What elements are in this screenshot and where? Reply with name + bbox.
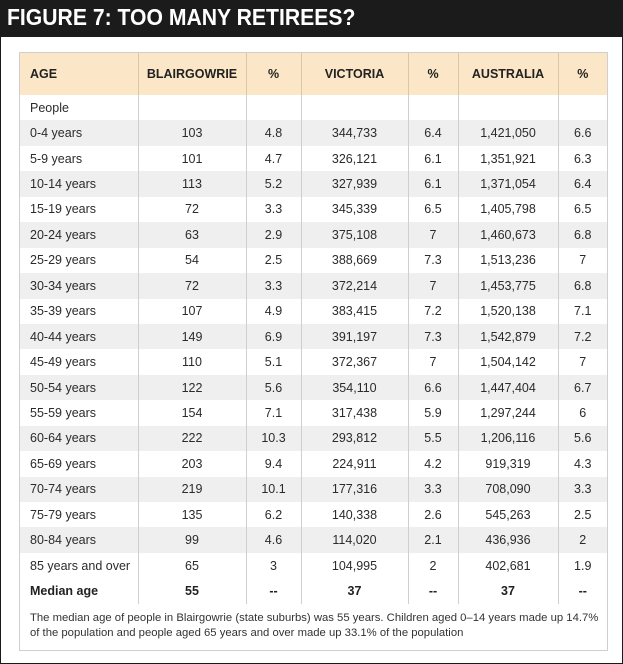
blairgowrie-percent: 2.5 xyxy=(246,248,301,273)
age-cell: 50-54 years xyxy=(20,375,138,400)
victoria-count: 293,812 xyxy=(301,426,408,451)
age-cell: 85 years and over xyxy=(30,558,131,573)
blairgowrie-percent: 9.4 xyxy=(246,451,301,476)
australia-percent: 6.7 xyxy=(558,375,607,400)
victoria-count: 326,121 xyxy=(301,146,408,171)
blairgowrie-count: 54 xyxy=(138,248,246,273)
australia-count: 1,447,404 xyxy=(458,375,558,400)
australia-percent: 2.5 xyxy=(558,502,607,527)
blairgowrie-count: 72 xyxy=(138,273,246,298)
australia-count: 1,513,236 xyxy=(458,248,558,273)
victoria-percent: 7 xyxy=(408,273,458,298)
australia-count: 436,936 xyxy=(458,527,558,552)
age-table xyxy=(20,53,607,604)
australia-percent: 3.3 xyxy=(558,477,607,502)
victoria-percent: 6.1 xyxy=(408,146,458,171)
age-cell: 70-74 years xyxy=(20,477,138,502)
age-cell: 10-14 years xyxy=(20,171,138,196)
blairgowrie-count: 154 xyxy=(138,400,246,425)
header-victoria-percent: % xyxy=(408,53,458,95)
victoria-count: 224,911 xyxy=(301,451,408,476)
title-bar xyxy=(1,1,622,37)
table-row xyxy=(20,273,607,298)
median-australia-count: 37 xyxy=(458,578,558,603)
australia-count: 1,206,116 xyxy=(458,426,558,451)
victoria-percent: 3.3 xyxy=(408,477,458,502)
australia-percent: 6.6 xyxy=(558,120,607,145)
blairgowrie-count: 219 xyxy=(138,477,246,502)
section-row xyxy=(20,95,607,120)
median-victoria-percent: -- xyxy=(408,578,458,603)
victoria-percent: 5.9 xyxy=(408,400,458,425)
victoria-count: 344,733 xyxy=(301,120,408,145)
victoria-percent: 6.5 xyxy=(408,197,458,222)
victoria-percent: 7 xyxy=(408,222,458,247)
median-label: Median age xyxy=(30,584,99,599)
australia-percent: 1.9 xyxy=(558,553,607,578)
blairgowrie-percent: 4.6 xyxy=(246,527,301,552)
header-victoria: VICTORIA xyxy=(301,53,408,95)
blairgowrie-percent: 3.3 xyxy=(246,197,301,222)
blairgowrie-percent: 6.9 xyxy=(246,324,301,349)
table-row xyxy=(20,222,607,247)
table-row xyxy=(20,451,607,476)
median-blairgowrie-count: 55 xyxy=(138,578,246,603)
victoria-count: 391,197 xyxy=(301,324,408,349)
blairgowrie-count: 103 xyxy=(138,120,246,145)
victoria-count: 317,438 xyxy=(301,400,408,425)
australia-percent: 6.3 xyxy=(558,146,607,171)
section-label: People xyxy=(30,100,69,115)
victoria-percent: 7.3 xyxy=(408,324,458,349)
blairgowrie-count: 72 xyxy=(138,197,246,222)
australia-count: 1,453,775 xyxy=(458,273,558,298)
header-australia: AUSTRALIA xyxy=(458,53,558,95)
blairgowrie-count: 99 xyxy=(138,527,246,552)
australia-count: 1,460,673 xyxy=(458,222,558,247)
blairgowrie-count: 110 xyxy=(138,349,246,374)
header-age: AGE xyxy=(20,53,138,95)
australia-count: 1,351,921 xyxy=(458,146,558,171)
table-row xyxy=(20,197,607,222)
victoria-percent: 5.5 xyxy=(408,426,458,451)
australia-count: 1,520,138 xyxy=(458,299,558,324)
blairgowrie-percent: 4.7 xyxy=(246,146,301,171)
victoria-percent: 6.4 xyxy=(408,120,458,145)
blairgowrie-count: 65 xyxy=(138,553,246,578)
australia-percent: 6.8 xyxy=(558,222,607,247)
table-row xyxy=(20,527,607,552)
blairgowrie-percent: 4.8 xyxy=(246,120,301,145)
table-row xyxy=(20,349,607,374)
table-row xyxy=(20,146,607,171)
australia-count: 1,297,244 xyxy=(458,400,558,425)
australia-count: 708,090 xyxy=(458,477,558,502)
victoria-count: 140,338 xyxy=(301,502,408,527)
victoria-count: 354,110 xyxy=(301,375,408,400)
victoria-percent: 7.3 xyxy=(408,248,458,273)
header-australia-percent: % xyxy=(558,53,607,95)
victoria-count: 114,020 xyxy=(301,527,408,552)
australia-percent: 5.6 xyxy=(558,426,607,451)
blairgowrie-percent: 2.9 xyxy=(246,222,301,247)
victoria-count: 327,939 xyxy=(301,171,408,196)
victoria-percent: 2 xyxy=(408,553,458,578)
table-row xyxy=(20,400,607,425)
age-cell: 20-24 years xyxy=(20,222,138,247)
age-cell: 35-39 years xyxy=(30,304,97,319)
australia-percent: 7.2 xyxy=(558,324,607,349)
victoria-count: 375,108 xyxy=(301,222,408,247)
blairgowrie-percent: 5.6 xyxy=(246,375,301,400)
age-cell: 40-44 years xyxy=(20,324,138,349)
victoria-count: 372,367 xyxy=(301,349,408,374)
figure-title: FIGURE 7: TOO MANY RETIREES? xyxy=(7,4,356,30)
blairgowrie-count: 149 xyxy=(138,324,246,349)
footnote: The median age of people in Blairgowrie (state suburbs) was 55 years. Children aged 0–14 years made up 14.7% of the population and people aged 65 years and over made up 33.1% of the population xyxy=(30,612,599,639)
australia-percent: 6.4 xyxy=(558,171,607,196)
table-row xyxy=(20,553,607,578)
australia-count: 919,319 xyxy=(458,451,558,476)
victoria-count: 104,995 xyxy=(301,553,408,578)
age-cell: 75-79 years xyxy=(30,507,97,522)
australia-percent: 6 xyxy=(558,400,607,425)
victoria-count: 383,415 xyxy=(301,299,408,324)
australia-count: 1,421,050 xyxy=(458,120,558,145)
age-cell: 45-49 years xyxy=(30,355,97,370)
victoria-percent: 2.1 xyxy=(408,527,458,552)
table-row xyxy=(20,426,607,451)
blairgowrie-count: 135 xyxy=(138,502,246,527)
age-cell: 80-84 years xyxy=(20,527,138,552)
victoria-count: 345,339 xyxy=(301,197,408,222)
table-row xyxy=(20,299,607,324)
blairgowrie-percent: 5.1 xyxy=(246,349,301,374)
blairgowrie-percent: 10.3 xyxy=(246,426,301,451)
blairgowrie-percent: 6.2 xyxy=(246,502,301,527)
australia-count: 1,542,879 xyxy=(458,324,558,349)
australia-count: 545,263 xyxy=(458,502,558,527)
median-blairgowrie-percent: -- xyxy=(246,578,301,603)
blairgowrie-count: 203 xyxy=(138,451,246,476)
victoria-percent: 7 xyxy=(408,349,458,374)
australia-count: 402,681 xyxy=(458,553,558,578)
blairgowrie-count: 107 xyxy=(138,299,246,324)
australia-percent: 7 xyxy=(558,349,607,374)
australia-count: 1,405,798 xyxy=(458,197,558,222)
table-row xyxy=(20,477,607,502)
australia-percent: 7.1 xyxy=(558,299,607,324)
australia-percent: 4.3 xyxy=(558,451,607,476)
median-row xyxy=(20,578,607,603)
table-row xyxy=(20,171,607,196)
table-row xyxy=(20,375,607,400)
victoria-count: 372,214 xyxy=(301,273,408,298)
australia-percent: 7 xyxy=(558,248,607,273)
blairgowrie-count: 101 xyxy=(138,146,246,171)
blairgowrie-percent: 5.2 xyxy=(246,171,301,196)
victoria-percent: 6.6 xyxy=(408,375,458,400)
victoria-percent: 2.6 xyxy=(408,502,458,527)
blairgowrie-count: 222 xyxy=(138,426,246,451)
blairgowrie-percent: 4.9 xyxy=(246,299,301,324)
age-cell: 15-19 years xyxy=(30,202,97,217)
table-panel xyxy=(19,52,608,651)
blairgowrie-count: 122 xyxy=(138,375,246,400)
blairgowrie-percent: 3 xyxy=(246,553,301,578)
victoria-percent: 4.2 xyxy=(408,451,458,476)
header-row xyxy=(20,53,607,95)
age-cell: 30-34 years xyxy=(20,273,138,298)
victoria-percent: 7.2 xyxy=(408,299,458,324)
table-row xyxy=(20,502,607,527)
table-row xyxy=(20,248,607,273)
age-cell: 25-29 years xyxy=(30,253,97,268)
blairgowrie-count: 63 xyxy=(138,222,246,247)
australia-percent: 6.8 xyxy=(558,273,607,298)
australia-count: 1,504,142 xyxy=(458,349,558,374)
blairgowrie-percent: 10.1 xyxy=(246,477,301,502)
age-cell: 65-69 years xyxy=(30,456,97,471)
australia-percent: 2 xyxy=(558,527,607,552)
blairgowrie-percent: 7.1 xyxy=(246,400,301,425)
median-australia-percent: -- xyxy=(558,578,607,603)
header-blairgowrie: BLAIRGOWRIE xyxy=(138,53,246,95)
table-row xyxy=(20,120,607,145)
header-blairgowrie-percent: % xyxy=(246,53,301,95)
australia-percent: 6.5 xyxy=(558,197,607,222)
blairgowrie-count: 113 xyxy=(138,171,246,196)
australia-count: 1,371,054 xyxy=(458,171,558,196)
median-victoria-count: 37 xyxy=(301,578,408,603)
age-cell: 60-64 years xyxy=(20,426,138,451)
victoria-count: 388,669 xyxy=(301,248,408,273)
age-cell: 5-9 years xyxy=(30,151,83,166)
blairgowrie-percent: 3.3 xyxy=(246,273,301,298)
victoria-percent: 6.1 xyxy=(408,171,458,196)
table-row xyxy=(20,324,607,349)
age-cell: 55-59 years xyxy=(30,405,97,420)
age-cell: 0-4 years xyxy=(20,120,138,145)
victoria-count: 177,316 xyxy=(301,477,408,502)
